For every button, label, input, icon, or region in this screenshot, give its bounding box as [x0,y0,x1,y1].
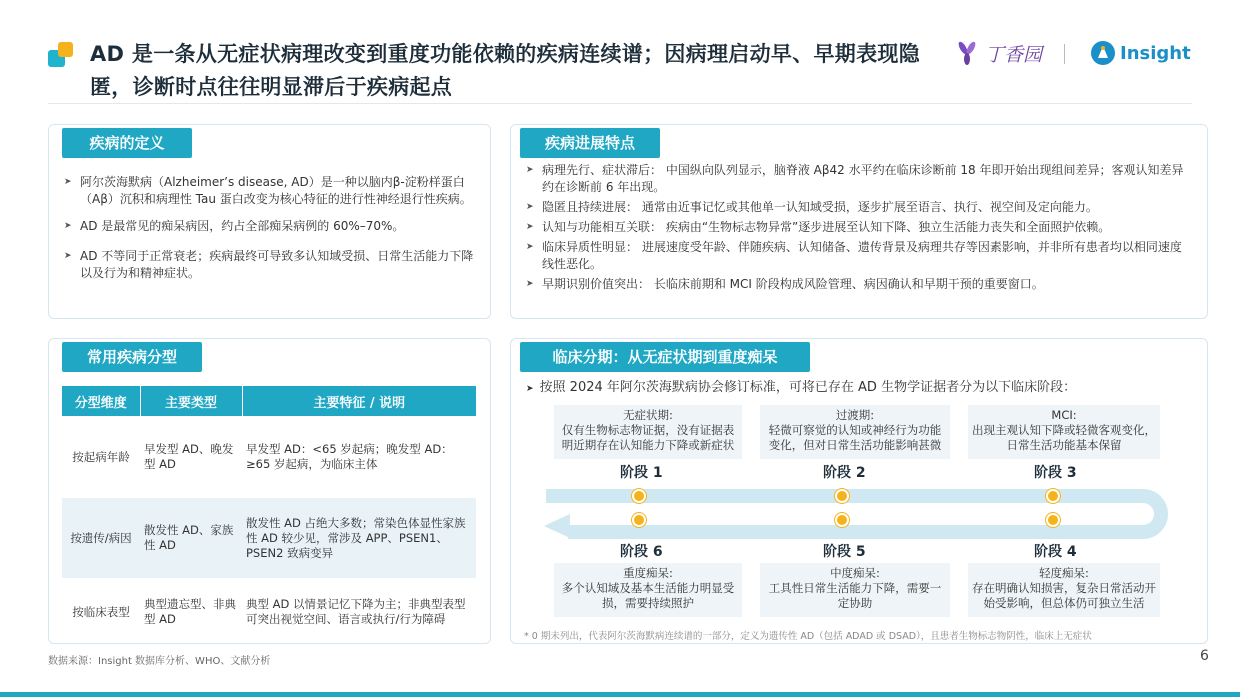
table-row [62,578,476,646]
stage-title: 中度痴呆: [830,566,880,580]
staging-intro: ➤ 按照 2024 年阿尔茨海默病协会修订标准，可将已存在 AD 生物学证据者分为以下临床阶段： [526,380,1077,395]
list-item: ➤ 病理先行、症状滞后： 中国纵向队列显示，脑脊液 Aβ42 水平约在临床诊断前 18 年即开始出现组间差异；客观认知差异约在诊断前 6 年出现。 [526,162,1190,196]
staging-footnote: * 0 期未列出，代表阿尔茨海默病连续谱的一部分，定义为遗传性 AD（包括 ADAD 或 DSAD），且患者生物标志物阴性，临床上无症状 [524,631,1092,642]
table-cell: 早发型 AD、晚发型 AD [144,442,234,471]
bullet-arrow-icon: ➤ [526,384,534,394]
list-item: ➤ 早期识别价值突出： 长临床前期和 MCI 阶段构成风险管理、病因确认和早期干预的重要窗口。 [526,276,1190,293]
stage-6-box [554,563,742,617]
stage-5-box [760,563,950,617]
data-source: 数据来源：Insight 数据库分析、WHO、文献分析 [48,656,271,667]
stage-1-label: 阶段 1 [620,465,663,481]
stage-2-box [760,405,950,459]
stage-5-label: 阶段 5 [823,544,866,560]
table-cell: 典型遗忘型、非典型 AD [144,597,236,626]
dxy-logo [953,38,1042,68]
stage-1-dot [632,489,646,503]
list-item: ➤ 阿尔茨海默病（Alzheimer’s disease, AD）是一种以脑内β-淀粉样蛋白（Aβ）沉积和病理性 Tau 蛋白改变为核心特征的进行性神经退行性疾病。 [64,174,478,208]
stage-6-label: 阶段 6 [620,544,663,560]
header-divider [48,103,1192,104]
footer-bar [0,692,1240,697]
stage-desc: 存在明确认知损害，复杂日常活动开始受影响，但总体仍可独立生活 [972,581,1156,610]
table-cell: 早发型 AD：<65 岁起病；晚发型 AD：≥65 岁起病，为临床主体 [246,442,453,471]
insight-logo-text: Insight [1120,42,1191,64]
table-header: 主要特征 / 说明 [242,386,476,416]
title-icon [48,42,74,68]
types-tab: 常用疾病分型 [62,342,202,372]
stage-4-label: 阶段 4 [1034,544,1077,560]
table-row [62,416,476,498]
definition-list [64,174,478,282]
stage-2-dot [835,489,849,503]
progression-list [526,162,1190,293]
insight-logo [1090,38,1191,68]
stage-2-label: 阶段 2 [823,465,866,481]
table-cell: 散发性 AD 占绝大多数；常染色体显性家族性 AD 较少见，常涉及 APP、PSEN1、PSEN2 致病变异 [242,498,476,578]
stage-4-dot [1046,513,1060,527]
stage-title: MCI: [1051,408,1077,422]
stage-3-box [968,405,1160,459]
staging-tab: 临床分期：从无症状期到重度痴呆 [520,342,810,372]
dxy-logo-text: 丁香园 [985,43,1043,66]
list-item: ➤ 临床异质性明显： 进展速度受年龄、伴随疾病、认知储备、遗传背景及病理共存等因素影响，并非所有患者均以相同速度线性恶化。 [526,239,1190,273]
list-item: ➤ AD 是最常见的痴呆病因，约占全部痴呆病例的 60%–70%。 [64,218,478,235]
stage-4-box [968,563,1160,617]
progression-tab: 疾病进展特点 [520,128,660,158]
definition-tab: 疾病的定义 [62,128,192,158]
stage-desc: 出现主观认知下降或轻微客观变化，日常生活功能基本保留 [972,423,1156,452]
table-cell: 按遗传/病因 [62,498,140,578]
stage-title: 无症状期: [623,408,673,422]
logo-divider [1064,44,1065,64]
stage-desc: 工具性日常生活能力下降，需要一定协助 [768,581,942,610]
table-header: 分型维度 [62,386,140,416]
page-number: 6 [1200,648,1209,664]
table-cell: 按临床表型 [72,604,130,619]
stage-6-dot [632,513,646,527]
list-item: ➤ AD 不等同于正常衰老；疾病最终可导致多认知域受损、日常生活能力下降以及行为和精神症状。 [64,248,478,282]
stage-title: 重度痴呆: [623,566,673,580]
list-item: ➤ 隐匿且持续进展： 通常由近事记忆或其他单一认知域受损，逐步扩展至语言、执行、视空间及定向能力。 [526,199,1190,216]
stage-desc: 轻微可察觉的认知或神经行为功能变化，但对日常生活功能影响甚微 [768,423,942,452]
page-title: AD 是一条从无症状病理改变到重度功能依赖的疾病连续谱；因病理启动早、早期表现隐匿，诊断时点往往明显滞后于疾病起点 [90,42,920,99]
table-cell: 典型 AD 以情景记忆下降为主；非典型表型可突出视觉空间、语言或执行/行为障碍 [246,597,466,626]
stage-5-dot [835,513,849,527]
stage-desc: 多个认知域及基本生活能力明显受损，需要持续照护 [561,581,735,610]
flower-icon [953,39,981,67]
list-item: ➤ 认知与功能相互关联： 疾病由“生物标志物异常”逐步进展至认知下降、独立生活能力丧失和全面照护依赖。 [526,219,1190,236]
table-row [62,498,476,578]
stage-1-box [554,405,742,459]
stage-title: 轻度痴呆: [1039,566,1089,580]
types-table [62,386,476,646]
insight-icon [1090,40,1116,66]
stage-desc: 仅有生物标志物证据，没有证据表明近期存在认知能力下降或新症状 [561,423,735,452]
table-cell: 散发性 AD、家族性 AD [140,498,242,578]
table-header: 主要类型 [140,386,242,416]
stage-title: 过渡期: [835,408,875,422]
stage-3-label: 阶段 3 [1034,465,1077,481]
table-cell: 按起病年龄 [72,449,130,464]
stage-3-dot [1046,489,1060,503]
